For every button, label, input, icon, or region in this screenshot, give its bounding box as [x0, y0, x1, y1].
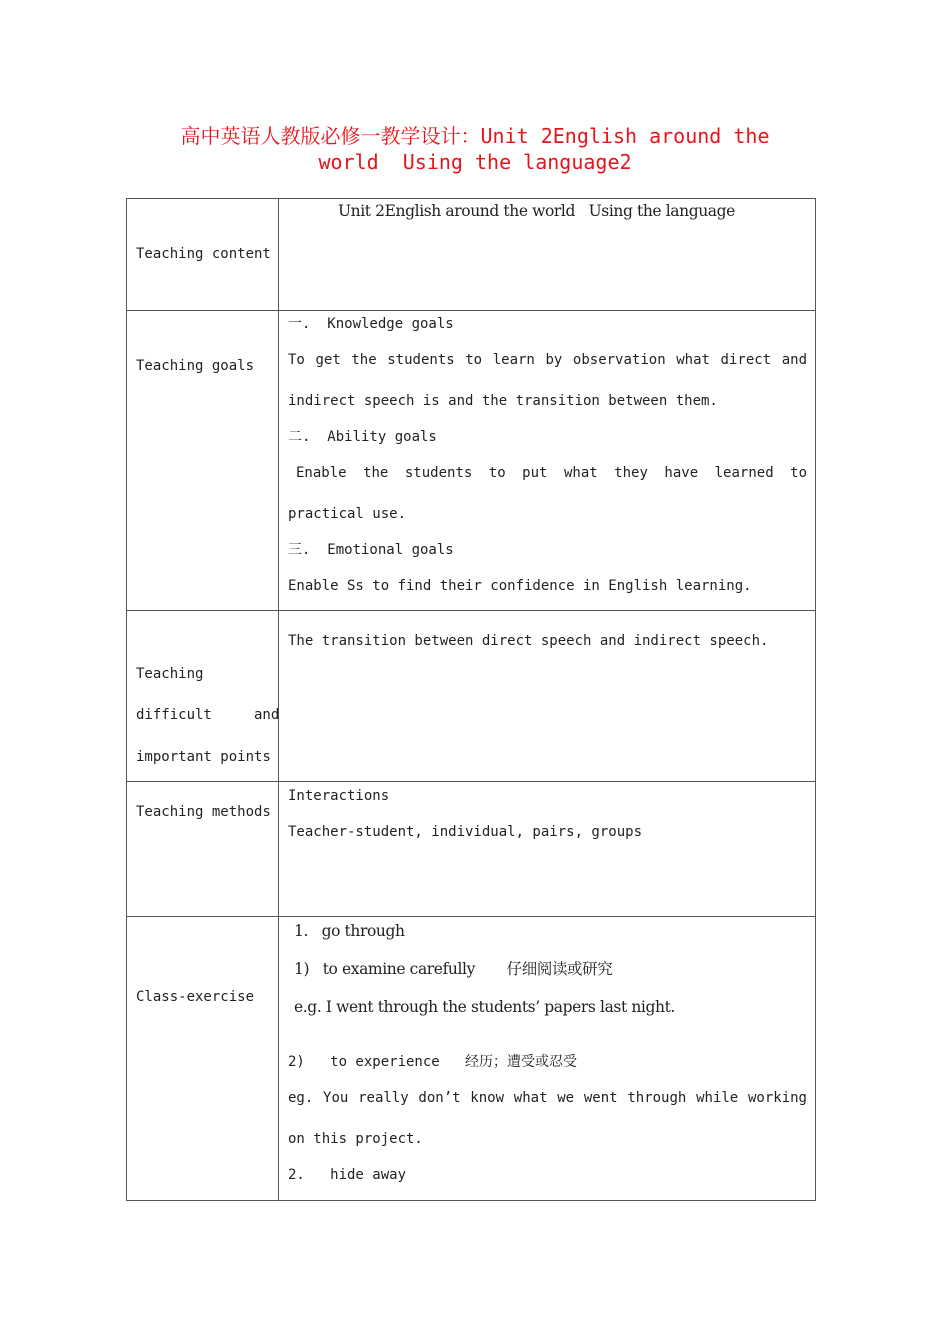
- row-class-exercise: [127, 917, 816, 1201]
- exercise-item-1-example-2-line-1: eg. You really don’t know what we went through while working: [288, 1090, 807, 1106]
- exercise-item-1-sense-1: 1) to examine carefully 仔细阅读或研究: [294, 960, 613, 978]
- label-difficult-line-3: important points: [136, 749, 271, 765]
- row-teaching-goals: [127, 311, 816, 611]
- methods-line-2: Teacher-student, individual, pairs, groups: [288, 824, 643, 840]
- exercise-item-2: 2. hide away: [288, 1167, 407, 1183]
- ability-goals-line-1: Enable the students to put what they have learned to: [296, 465, 807, 481]
- content-text: Unit 2English around the world Using the language: [338, 202, 735, 220]
- title-line-2: world Using the language2: [318, 150, 632, 174]
- exercise-item-1: 1. go through: [294, 922, 405, 940]
- exercise-item-1-example-2-line-2: on this project.: [288, 1131, 423, 1147]
- exercise-item-1-sense-2: 2) to experience 经历；遭受或忍受: [288, 1054, 578, 1070]
- ability-goals-line-2: practical use.: [288, 506, 407, 522]
- row-teaching-methods: [127, 782, 816, 917]
- title-line-1: 高中英语人教版必修一教学设计：Unit 2English around the: [180, 124, 770, 148]
- row-teaching-difficult-points: [127, 611, 816, 782]
- lesson-plan-table: [126, 198, 816, 1201]
- exercise-item-1-example-1: e.g. I went through the students’ papers last night.: [294, 998, 675, 1016]
- label-difficult-line-1: Teaching: [136, 666, 204, 682]
- ability-goals-heading: 二. Ability goals: [288, 429, 437, 445]
- label-teaching-methods: Teaching methods: [136, 804, 271, 820]
- document-title: [120, 123, 830, 175]
- label-difficult-line-2: difficult and: [136, 707, 280, 723]
- row-teaching-content: [127, 199, 816, 311]
- methods-line-1: Interactions: [288, 788, 390, 804]
- knowledge-goals-line-2: indirect speech is and the transition between them.: [288, 393, 718, 409]
- knowledge-goals-heading: 一. Knowledge goals: [288, 316, 454, 332]
- label-teaching-goals: Teaching goals: [136, 358, 255, 374]
- emotional-goals-line-1: Enable Ss to find their confidence in English learning.: [288, 578, 752, 594]
- label-teaching-content: Teaching content: [136, 246, 271, 262]
- difficult-points-text: The transition between direct speech and indirect speech.: [288, 633, 769, 649]
- emotional-goals-heading: 三. Emotional goals: [288, 542, 454, 558]
- label-class-exercise: Class-exercise: [136, 989, 255, 1005]
- knowledge-goals-line-1: To get the students to learn by observation what direct and: [288, 352, 807, 368]
